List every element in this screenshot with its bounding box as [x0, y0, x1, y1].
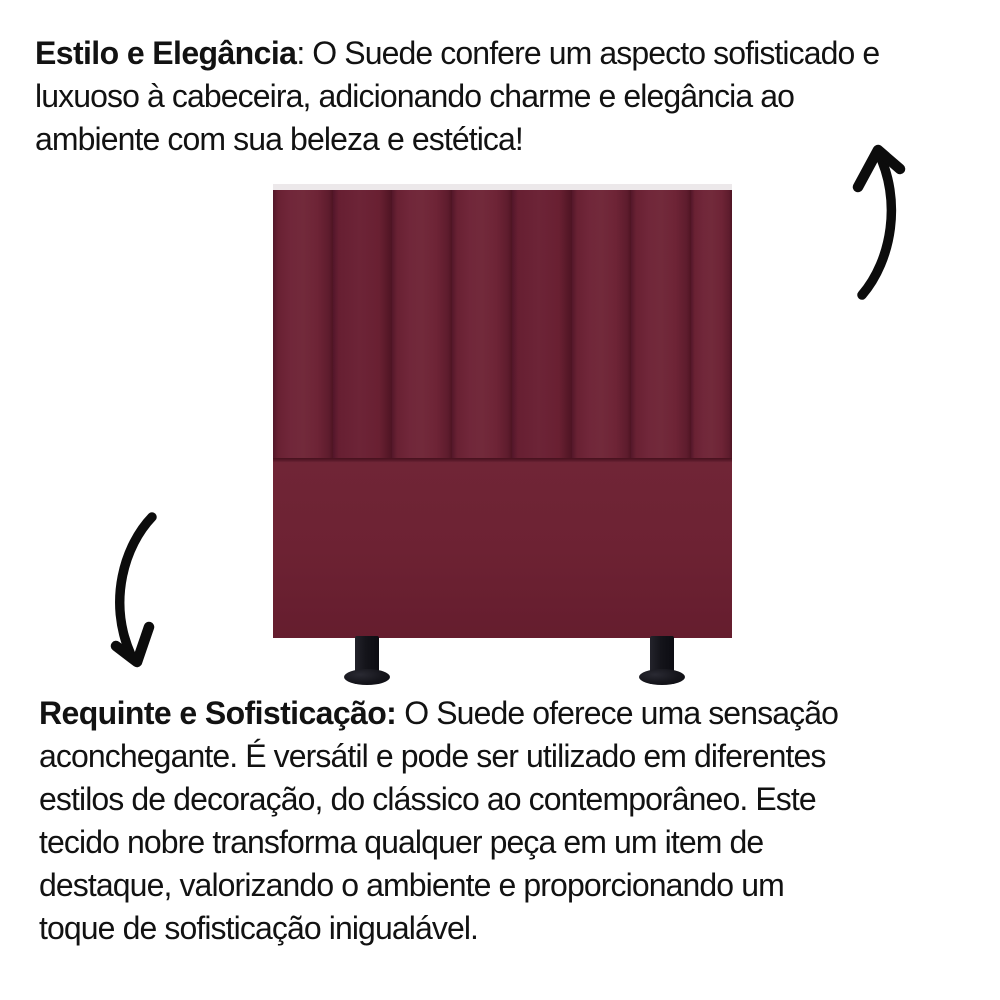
channel-panel — [572, 190, 632, 458]
channel-panel — [452, 190, 512, 458]
foot-base — [344, 669, 390, 685]
intro-line-1 — [35, 32, 879, 75]
outro-line-2: aconchegante. É versátil e pode ser utilizado em diferentes — [39, 738, 826, 774]
outro-line-3: estilos de decoração, do clássico ao contemporâneo. Este — [39, 781, 816, 817]
outro-line-1-rest: O Suede oferece uma sensação — [396, 695, 838, 731]
headboard-base-panel — [273, 463, 732, 638]
outro-line-5: destaque, valorizando o ambiente e proporcionando um — [39, 867, 784, 903]
foot-base — [639, 669, 685, 685]
headboard-foot-left — [343, 636, 391, 694]
intro-line-2: luxuoso à cabeceira, adicionando charme e elegância ao — [35, 78, 795, 114]
channel-panel — [392, 190, 452, 458]
outro-paragraph — [39, 692, 838, 950]
intro-paragraph — [35, 32, 879, 161]
outro-line-1 — [39, 692, 838, 735]
channel-panel — [512, 190, 572, 458]
channel-panel — [333, 190, 393, 458]
headboard-channel-section — [273, 190, 732, 458]
outro-line-6: toque de sofisticação inigualável. — [39, 910, 479, 946]
intro-line-1-rest: : O Suede confere um aspecto sofisticado e — [296, 35, 880, 71]
headboard-photo — [273, 184, 732, 638]
headboard-foot-right — [638, 636, 686, 694]
channel-panel — [691, 190, 732, 458]
intro-bold-lead: Estilo e Elegância — [35, 35, 297, 71]
intro-line-3: ambiente com sua beleza e estética! — [35, 121, 523, 157]
channel-panel — [631, 190, 691, 458]
outro-bold-lead: Requinte e Sofisticação: — [39, 695, 397, 731]
channel-panel — [273, 190, 333, 458]
curved-arrow-down-icon — [93, 503, 208, 681]
curved-arrow-up-icon — [838, 138, 930, 308]
outro-line-4: tecido nobre transforma qualquer peça em um item de — [39, 824, 764, 860]
